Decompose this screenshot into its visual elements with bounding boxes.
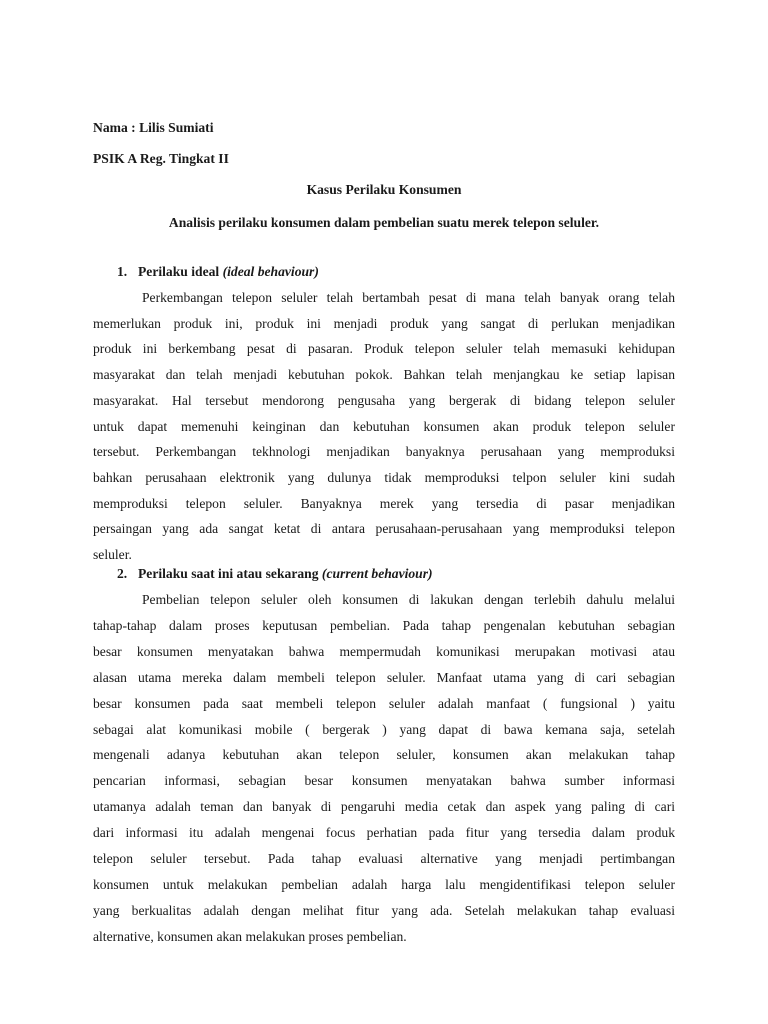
paragraph-line: tahap-tahap dalam proses keputusan pembelian. Pada tahap pengenalan kebutuhan sebagian — [93, 617, 675, 633]
paragraph-line: untuk dapat memenuhi keinginan dan kebutuhan konsumen akan produk telepon seluler — [93, 418, 675, 434]
paragraph-line: Pembelian telepon seluler oleh konsumen di lakukan dengan terlebih dahulu melalui — [142, 592, 675, 607]
paragraph-line: konsumen untuk melakukan pembelian adalah harga lalu mengidentifikasi telepon seluler — [93, 876, 675, 892]
paragraph-line: besar konsumen menyatakan bahwa mempermudah komunikasi merupakan motivasi atau — [93, 643, 675, 659]
section-1-heading-text: Perilaku ideal — [138, 264, 223, 279]
paragraph-line: bahkan perusahaan elektronik yang dulunya tidak memproduksi telpon seluler kini sudah — [93, 469, 675, 485]
paragraph-line: memerlukan produk ini, produk ini menjadi produk yang sangat di perlukan menjadikan — [93, 315, 675, 331]
paragraph-line: seluler. — [93, 547, 132, 562]
paragraph-line: besar konsumen pada saat membeli telepon seluler adalah manfaat ( fungsional ) yaitu — [93, 695, 675, 711]
name-separator: : — [127, 120, 140, 135]
name-line — [93, 119, 214, 137]
paragraph-line: memproduksi telepon seluler. Banyaknya merek yang tersedia di pasar menjadikan — [93, 495, 675, 511]
paragraph-line: masyarakat dan telah menjadi kebutuhan pokok. Bahkan telah menjangkau ke setiap lapisan — [93, 367, 675, 383]
paragraph-line: tersebut. Perkembangan tekhnologi menjadikan banyaknya perusahaan yang memproduksi — [93, 444, 675, 460]
section-1-number: 1. — [117, 264, 128, 279]
paragraph-line: masyarakat. Hal tersebut mendorong pengusaha yang bergerak di bidang telepon seluler — [93, 392, 675, 408]
section-2-number: 2. — [117, 566, 128, 581]
paragraph-line: sebagai alat komunikasi mobile ( bergerak ) yang dapat di bawa kemana saja, setelah — [93, 721, 675, 737]
page-subtitle: Analisis perilaku konsumen dalam pembelian suatu merek telepon seluler. — [168, 215, 600, 230]
paragraph-line: persaingan yang ada sangat ketat di antara perusahaan-perusahaan yang memproduksi telepon — [93, 521, 675, 537]
paragraph-line: telepon seluler tersebut. Pada tahap evaluasi alternative yang menjadi pertimbangan — [93, 851, 675, 866]
paragraph-line: Perkembangan telepon seluler telah bertambah pesat di mana telah banyak orang telah — [142, 290, 675, 305]
section-2-heading-text: Perilaku saat ini atau sekarang — [138, 566, 322, 581]
section-2-heading — [138, 565, 433, 583]
paragraph-line: utamanya adalah teman dan banyak di pengaruhi media cetak dan aspek yang paling di cari — [93, 799, 675, 815]
name-label: Nama — [93, 120, 128, 135]
paragraph-line: alternative, konsumen akan melakukan proses pembelian. — [93, 928, 407, 944]
paragraph-line: mengenali adanya kebutuhan akan telepon seluler, konsumen akan melakukan tahap — [93, 747, 675, 763]
paragraph-line: produk ini berkembang pesat di pasaran. Produk telepon seluler telah memasuki kehidupan — [93, 341, 675, 357]
paragraph-line: alasan utama mereka dalam membeli telepon seluler. Manfaat utama yang di cari sebagian — [93, 669, 675, 685]
section-1-heading — [138, 263, 319, 281]
paragraph-line: dari informasi itu adalah mengenai focus perhatian pada fitur yang tersedia dalam produk — [93, 825, 675, 841]
class-line: PSIK A Reg. Tingkat II — [93, 151, 229, 166]
page-title: Kasus Perilaku Konsumen — [306, 182, 462, 197]
section-2-heading-italic: (current behaviour) — [321, 566, 433, 581]
name-value: Lilis Sumiati — [139, 120, 214, 135]
paragraph-line: yang berkualitas adalah dengan melihat fitur yang ada. Setelah melakukan tahap evaluasi — [93, 902, 675, 918]
paragraph-line: pencarian informasi, sebagian besar konsumen menyatakan bahwa sumber informasi — [93, 773, 675, 789]
section-1-heading-italic: (ideal behaviour) — [222, 264, 319, 279]
